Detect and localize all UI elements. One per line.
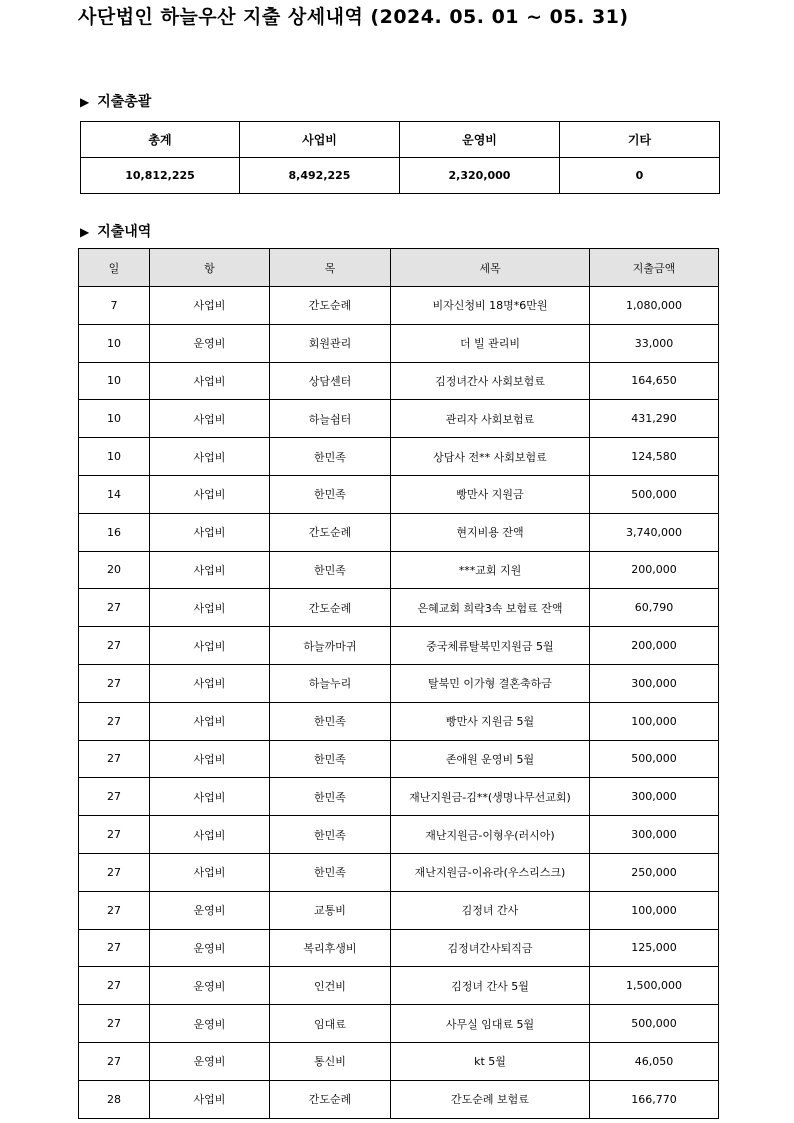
cell-item: 통신비 bbox=[270, 1042, 391, 1080]
cell-category: 사업비 bbox=[150, 1080, 270, 1118]
page-title: 사단법인 하늘우산 지출 상세내역 (2024. 05. 01 ~ 05. 31) bbox=[78, 6, 629, 28]
summary-value-row bbox=[81, 158, 720, 194]
detail-header-amount: 지출금액 bbox=[590, 249, 719, 287]
cell-amount: 3,740,000 bbox=[590, 513, 719, 551]
cell-day: 10 bbox=[79, 362, 150, 400]
cell-day: 27 bbox=[79, 627, 150, 665]
table-row bbox=[79, 287, 719, 325]
cell-amount: 300,000 bbox=[590, 816, 719, 854]
cell-category: 사업비 bbox=[150, 589, 270, 627]
cell-item: 간도순례 bbox=[270, 589, 391, 627]
table-row bbox=[79, 816, 719, 854]
cell-item: 간도순례 bbox=[270, 513, 391, 551]
cell-subitem: 간도순례 보험료 bbox=[391, 1080, 590, 1118]
cell-item: 하늘누리 bbox=[270, 664, 391, 702]
detail-header-row bbox=[79, 249, 719, 287]
cell-day: 27 bbox=[79, 929, 150, 967]
cell-item: 교통비 bbox=[270, 891, 391, 929]
cell-subitem: 김정녀간사 사회보험료 bbox=[391, 362, 590, 400]
summary-header-operating: 운영비 bbox=[400, 122, 560, 158]
cell-category: 사업비 bbox=[150, 438, 270, 476]
table-row bbox=[79, 702, 719, 740]
cell-day: 27 bbox=[79, 891, 150, 929]
cell-item: 한민족 bbox=[270, 816, 391, 854]
summary-header-total: 총계 bbox=[81, 122, 240, 158]
cell-category: 운영비 bbox=[150, 1005, 270, 1043]
cell-category: 사업비 bbox=[150, 551, 270, 589]
summary-header-business: 사업비 bbox=[240, 122, 400, 158]
cell-subitem: 현지비용 잔액 bbox=[391, 513, 590, 551]
table-row bbox=[79, 362, 719, 400]
cell-amount: 500,000 bbox=[590, 1005, 719, 1043]
summary-header-row bbox=[81, 122, 720, 158]
cell-subitem: 탈북민 이가형 결혼축하금 bbox=[391, 664, 590, 702]
cell-category: 사업비 bbox=[150, 664, 270, 702]
cell-item: 한민족 bbox=[270, 740, 391, 778]
cell-subitem: ***교회 지원 bbox=[391, 551, 590, 589]
table-row bbox=[79, 740, 719, 778]
cell-category: 사업비 bbox=[150, 702, 270, 740]
cell-item: 회원관리 bbox=[270, 324, 391, 362]
cell-amount: 300,000 bbox=[590, 778, 719, 816]
cell-item: 복리후생비 bbox=[270, 929, 391, 967]
cell-subitem: 상담사 전** 사회보험료 bbox=[391, 438, 590, 476]
cell-item: 한민족 bbox=[270, 702, 391, 740]
table-row bbox=[79, 1005, 719, 1043]
cell-subitem: 사무실 임대료 5월 bbox=[391, 1005, 590, 1043]
summary-value-business: 8,492,225 bbox=[240, 158, 400, 194]
cell-category: 사업비 bbox=[150, 627, 270, 665]
cell-category: 운영비 bbox=[150, 891, 270, 929]
table-row bbox=[79, 627, 719, 665]
cell-amount: 500,000 bbox=[590, 740, 719, 778]
cell-day: 7 bbox=[79, 287, 150, 325]
table-row bbox=[79, 853, 719, 891]
cell-item: 한민족 bbox=[270, 475, 391, 513]
table-row bbox=[79, 1042, 719, 1080]
cell-item: 간도순례 bbox=[270, 287, 391, 325]
triangle-right-icon: ▶ bbox=[80, 225, 90, 239]
cell-category: 운영비 bbox=[150, 929, 270, 967]
cell-amount: 200,000 bbox=[590, 627, 719, 665]
cell-subitem: 빵만사 지원금 5월 bbox=[391, 702, 590, 740]
detail-header-day: 일 bbox=[79, 249, 150, 287]
cell-amount: 125,000 bbox=[590, 929, 719, 967]
cell-subitem: 은혜교회 희락3속 보험료 잔액 bbox=[391, 589, 590, 627]
cell-category: 사업비 bbox=[150, 362, 270, 400]
cell-amount: 124,580 bbox=[590, 438, 719, 476]
summary-value-total: 10,812,225 bbox=[81, 158, 240, 194]
detail-header-item: 목 bbox=[270, 249, 391, 287]
cell-day: 16 bbox=[79, 513, 150, 551]
cell-day: 28 bbox=[79, 1080, 150, 1118]
cell-amount: 33,000 bbox=[590, 324, 719, 362]
table-row bbox=[79, 1080, 719, 1118]
table-row bbox=[79, 475, 719, 513]
cell-category: 운영비 bbox=[150, 1042, 270, 1080]
cell-subitem: 존애원 운영비 5월 bbox=[391, 740, 590, 778]
table-row bbox=[79, 891, 719, 929]
cell-category: 사업비 bbox=[150, 475, 270, 513]
cell-subitem: 재난지원금-이형우(러시아) bbox=[391, 816, 590, 854]
cell-day: 27 bbox=[79, 589, 150, 627]
table-row bbox=[79, 324, 719, 362]
summary-section-heading bbox=[80, 91, 151, 111]
cell-amount: 250,000 bbox=[590, 853, 719, 891]
cell-day: 14 bbox=[79, 475, 150, 513]
cell-subitem: 빵만사 지원금 bbox=[391, 475, 590, 513]
cell-day: 10 bbox=[79, 324, 150, 362]
cell-amount: 100,000 bbox=[590, 891, 719, 929]
cell-amount: 300,000 bbox=[590, 664, 719, 702]
summary-value-other: 0 bbox=[560, 158, 720, 194]
table-row bbox=[79, 778, 719, 816]
cell-day: 27 bbox=[79, 740, 150, 778]
table-row bbox=[79, 929, 719, 967]
cell-subitem: 재난지원금-이유라(우스리스크) bbox=[391, 853, 590, 891]
cell-day: 27 bbox=[79, 967, 150, 1005]
detail-header-category: 항 bbox=[150, 249, 270, 287]
cell-category: 운영비 bbox=[150, 324, 270, 362]
cell-category: 사업비 bbox=[150, 816, 270, 854]
cell-item: 한민족 bbox=[270, 853, 391, 891]
cell-category: 사업비 bbox=[150, 287, 270, 325]
cell-amount: 1,080,000 bbox=[590, 287, 719, 325]
cell-subitem: 관리자 사회보험료 bbox=[391, 400, 590, 438]
cell-item: 한민족 bbox=[270, 438, 391, 476]
table-row bbox=[79, 438, 719, 476]
cell-day: 27 bbox=[79, 702, 150, 740]
cell-amount: 431,290 bbox=[590, 400, 719, 438]
cell-amount: 46,050 bbox=[590, 1042, 719, 1080]
cell-category: 사업비 bbox=[150, 400, 270, 438]
cell-item: 한민족 bbox=[270, 778, 391, 816]
cell-day: 27 bbox=[79, 1042, 150, 1080]
cell-subitem: 재난지원금-김**(생명나무선교회) bbox=[391, 778, 590, 816]
table-row bbox=[79, 551, 719, 589]
detail-section-label: 지출내역 bbox=[97, 224, 152, 240]
cell-subitem: 김정녀 간사 bbox=[391, 891, 590, 929]
cell-category: 사업비 bbox=[150, 853, 270, 891]
detail-header-subitem: 세목 bbox=[391, 249, 590, 287]
cell-item: 한민족 bbox=[270, 551, 391, 589]
cell-item: 하늘쉼터 bbox=[270, 400, 391, 438]
table-row bbox=[79, 967, 719, 1005]
cell-item: 하늘까마귀 bbox=[270, 627, 391, 665]
cell-subitem: kt 5월 bbox=[391, 1042, 590, 1080]
cell-subitem: 비자신청비 18명*6만원 bbox=[391, 287, 590, 325]
cell-amount: 100,000 bbox=[590, 702, 719, 740]
cell-subitem: 더 빌 관리비 bbox=[391, 324, 590, 362]
cell-amount: 166,770 bbox=[590, 1080, 719, 1118]
triangle-right-icon: ▶ bbox=[80, 95, 90, 109]
cell-day: 27 bbox=[79, 816, 150, 854]
cell-day: 27 bbox=[79, 853, 150, 891]
cell-item: 임대료 bbox=[270, 1005, 391, 1043]
table-row bbox=[79, 589, 719, 627]
cell-day: 10 bbox=[79, 438, 150, 476]
cell-category: 사업비 bbox=[150, 778, 270, 816]
cell-day: 27 bbox=[79, 778, 150, 816]
cell-day: 27 bbox=[79, 1005, 150, 1043]
cell-subitem: 김정녀 간사 5월 bbox=[391, 967, 590, 1005]
cell-amount: 200,000 bbox=[590, 551, 719, 589]
cell-category: 운영비 bbox=[150, 967, 270, 1005]
cell-subitem: 중국체류탈북민지원금 5월 bbox=[391, 627, 590, 665]
cell-day: 10 bbox=[79, 400, 150, 438]
table-row bbox=[79, 513, 719, 551]
detail-section-heading bbox=[80, 221, 151, 241]
cell-item: 간도순례 bbox=[270, 1080, 391, 1118]
summary-value-operating: 2,320,000 bbox=[400, 158, 560, 194]
cell-day: 27 bbox=[79, 664, 150, 702]
detail-table bbox=[78, 248, 719, 1119]
summary-table bbox=[80, 121, 720, 194]
cell-category: 사업비 bbox=[150, 513, 270, 551]
cell-category: 사업비 bbox=[150, 740, 270, 778]
cell-item: 상담센터 bbox=[270, 362, 391, 400]
table-row bbox=[79, 664, 719, 702]
summary-section-label: 지출총괄 bbox=[97, 94, 152, 110]
cell-item: 인건비 bbox=[270, 967, 391, 1005]
cell-amount: 60,790 bbox=[590, 589, 719, 627]
detail-table-body bbox=[79, 287, 719, 1119]
cell-day: 20 bbox=[79, 551, 150, 589]
summary-header-other: 기타 bbox=[560, 122, 720, 158]
cell-subitem: 김정녀간사퇴직금 bbox=[391, 929, 590, 967]
table-row bbox=[79, 400, 719, 438]
cell-amount: 500,000 bbox=[590, 475, 719, 513]
cell-amount: 1,500,000 bbox=[590, 967, 719, 1005]
cell-amount: 164,650 bbox=[590, 362, 719, 400]
